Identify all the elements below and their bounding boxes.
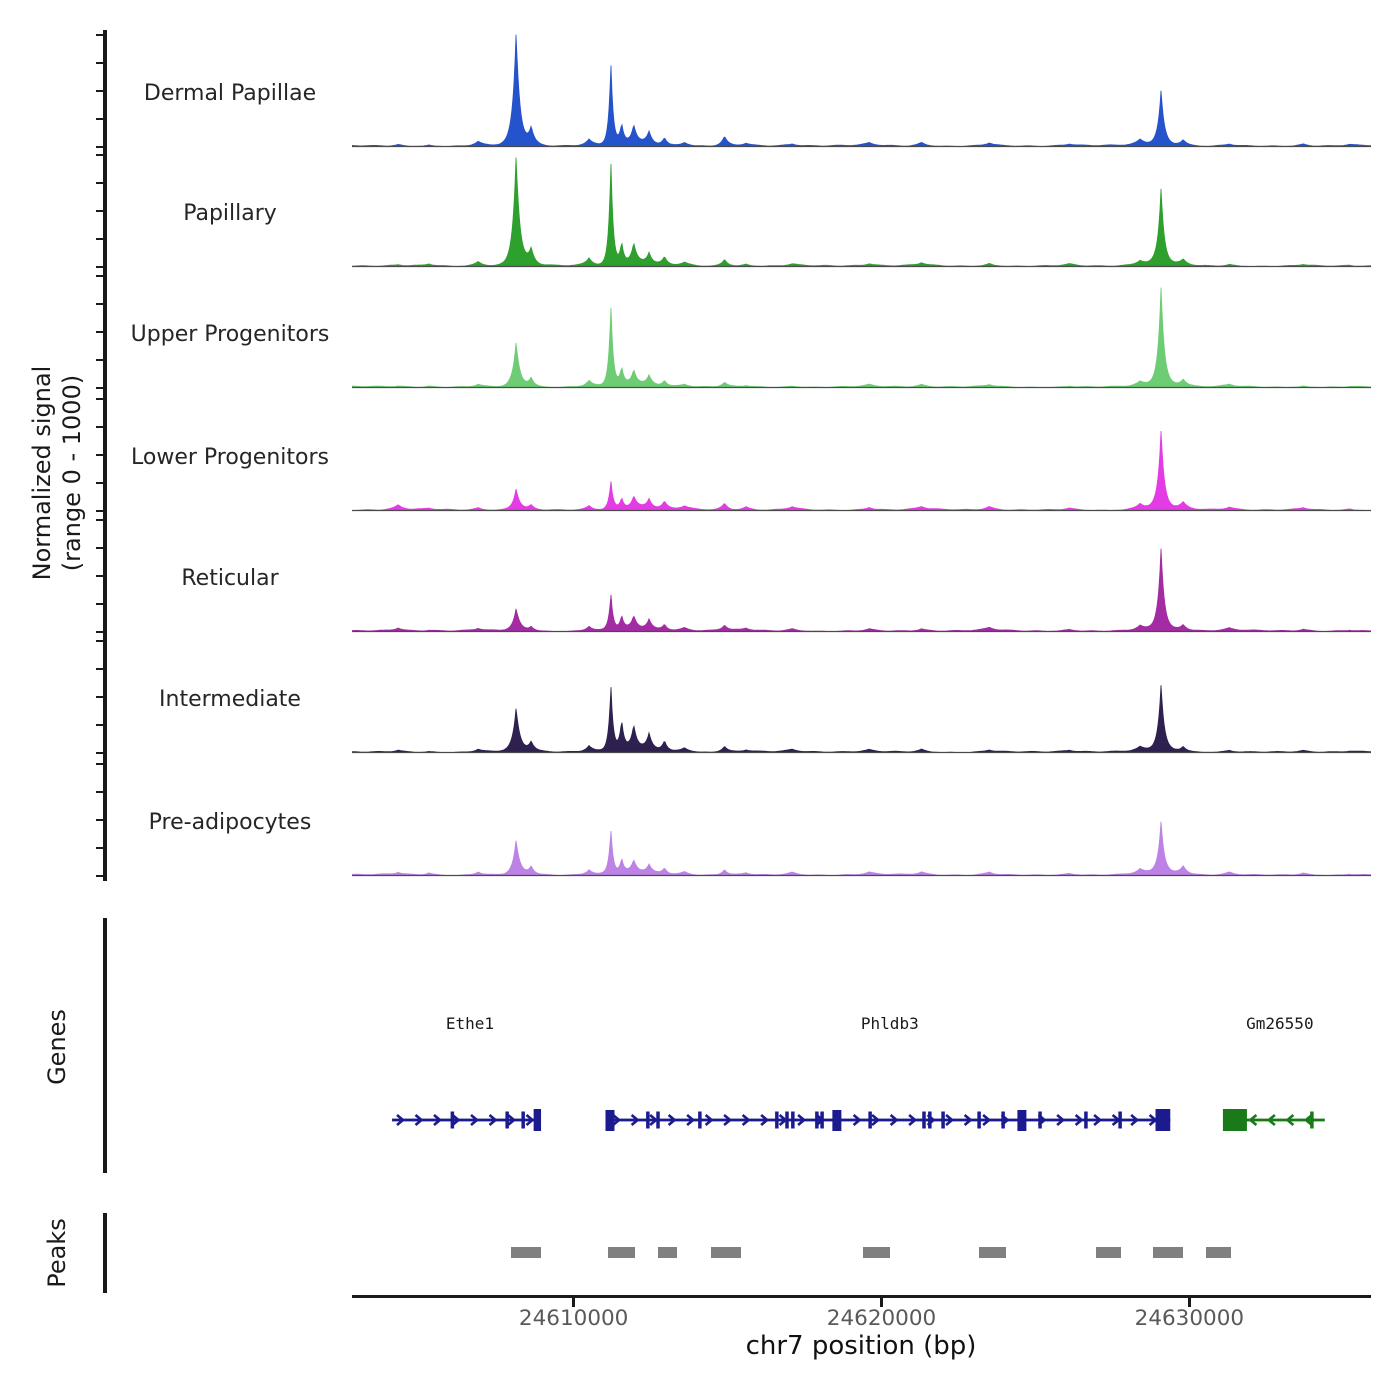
gene-models — [352, 1100, 1371, 1144]
peaks-track-label — [42, 1103, 72, 1400]
x-axis-tick-label: 24610000 — [518, 1306, 629, 1331]
y-axis-tick — [96, 266, 104, 268]
y-axis-tick — [96, 640, 104, 642]
signal-track-pre-adipocytes — [352, 762, 1371, 877]
x-axis-tick-label: 24630000 — [1134, 1306, 1245, 1331]
y-axis-tick — [96, 547, 104, 549]
signal-track-reticular — [352, 518, 1371, 633]
gene-model-ethe1 — [392, 1109, 541, 1131]
y-axis-tick — [96, 34, 104, 36]
peak-region — [511, 1247, 542, 1258]
peak-region — [711, 1247, 741, 1258]
y-axis-tick — [96, 603, 104, 605]
y-axis-tick — [96, 575, 104, 577]
y-axis-tick — [96, 763, 104, 765]
y-axis-tick — [96, 275, 104, 277]
y-axis-label-line2: (range 0 - 1000) — [58, 374, 86, 572]
track-label-intermediate: Intermediate — [159, 687, 301, 712]
x-axis-tick-label: 24620000 — [826, 1306, 937, 1331]
signal-track-lower-progenitors — [352, 397, 1371, 512]
gene-label-ethe1: Ethe1 — [445, 1014, 494, 1033]
y-axis-tick — [96, 668, 104, 670]
y-axis-tick — [96, 62, 104, 64]
peak-region — [863, 1247, 890, 1258]
track-label-lower-progenitors: Lower Progenitors — [131, 445, 329, 470]
peak-region — [608, 1247, 636, 1258]
x-axis-line — [352, 1295, 1371, 1298]
y-axis-label — [27, 323, 87, 623]
y-axis-tick — [96, 510, 104, 512]
y-axis-tick — [96, 696, 104, 698]
signal-track-papillary — [352, 153, 1371, 268]
peak-region — [1153, 1247, 1183, 1258]
signal-track-intermediate — [352, 639, 1371, 754]
track-label-papillary: Papillary — [183, 201, 277, 226]
y-axis-tick — [96, 154, 104, 156]
peak-region — [658, 1247, 677, 1258]
y-axis-tick — [96, 118, 104, 120]
peak-region — [979, 1247, 1006, 1258]
y-axis-tick — [96, 631, 104, 633]
signal-track-upper-progenitors — [352, 274, 1371, 389]
y-axis-tick — [96, 519, 104, 521]
track-label-pre-adipocytes: Pre-adipocytes — [148, 810, 312, 835]
track-label-reticular: Reticular — [181, 566, 279, 591]
gene-model-phldb3 — [605, 1109, 1170, 1131]
y-axis-tick — [96, 752, 104, 754]
y-axis-tick — [96, 182, 104, 184]
y-axis-tick — [96, 819, 104, 821]
track-label-dermal-papillae: Dermal Papillae — [143, 81, 317, 106]
x-axis-title: chr7 position (bp) — [745, 1331, 977, 1361]
gene-model-gm26550 — [1223, 1109, 1325, 1131]
y-axis-tick — [96, 331, 104, 333]
y-axis-tick — [96, 90, 104, 92]
y-axis-label-line1: Normalized signal — [28, 365, 56, 581]
genes-track-label-text: Genes — [43, 1009, 71, 1085]
genes-axis-line — [103, 918, 107, 1173]
y-axis-tick — [96, 398, 104, 400]
y-axis-tick — [96, 359, 104, 361]
gene-label-gm26550: Gm26550 — [1246, 1014, 1314, 1033]
y-axis-tick — [96, 454, 104, 456]
track-label-upper-progenitors: Upper Progenitors — [130, 322, 330, 347]
y-axis-tick — [96, 482, 104, 484]
y-axis-tick — [96, 847, 104, 849]
y-axis-tick — [96, 791, 104, 793]
peak-region — [1206, 1247, 1231, 1258]
y-axis-tick — [96, 426, 104, 428]
gene-label-phldb3: Phldb3 — [860, 1014, 919, 1033]
y-axis-tick — [96, 146, 104, 148]
y-axis-tick — [96, 303, 104, 305]
y-axis-tick — [96, 875, 104, 877]
y-axis-tick — [96, 387, 104, 389]
y-axis-tick — [96, 210, 104, 212]
signal-track-dermal-papillae — [352, 33, 1371, 148]
peaks-track-label-text: Peaks — [43, 1218, 71, 1288]
y-axis-tick — [96, 724, 104, 726]
peaks-axis-line — [103, 1213, 107, 1293]
peak-region — [1096, 1247, 1121, 1258]
y-axis-tick — [96, 238, 104, 240]
